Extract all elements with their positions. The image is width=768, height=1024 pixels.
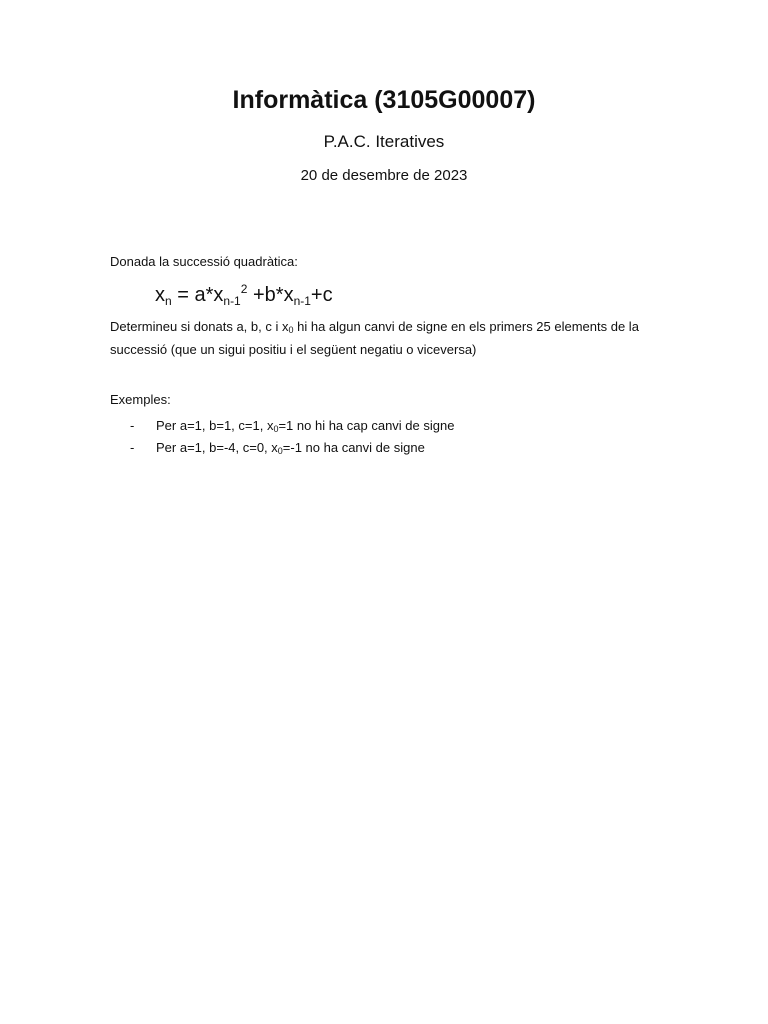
example-sub: 0 bbox=[273, 424, 279, 434]
example-part2: =-1 no ha canvi de signe bbox=[282, 439, 425, 455]
intro-text: Donada la successió quadràtica: bbox=[110, 254, 298, 269]
example-part1: Per a=1, b=-4, c=0, x bbox=[156, 439, 278, 455]
description-sub: 0 bbox=[288, 325, 294, 335]
formula-term2-sub: n-1 bbox=[293, 294, 311, 308]
formula-lhs-sub: n bbox=[165, 294, 172, 308]
example-sub: 0 bbox=[277, 445, 283, 456]
formula-mid: +b*x bbox=[247, 284, 294, 306]
list-dash: - bbox=[130, 418, 135, 433]
document-title: Informàtica (3105G00007) bbox=[232, 86, 536, 114]
examples-label: Exemples: bbox=[110, 392, 171, 407]
list-dash: - bbox=[130, 439, 135, 455]
document-date: 20 de desembre de 2023 bbox=[300, 167, 468, 184]
formula-lhs-var: x bbox=[155, 284, 165, 306]
description-part1: Determineu si donats a, b, c i x bbox=[110, 319, 289, 334]
example-part2: =1 no hi ha cap canvi de signe bbox=[278, 418, 455, 433]
sequence-formula bbox=[155, 282, 333, 308]
example-item bbox=[130, 439, 454, 461]
example-part1: Per a=1, b=1, c=1, x bbox=[156, 418, 274, 433]
document-subtitle: P.A.C. Iteratives bbox=[323, 132, 445, 151]
description-part2: hi ha algun canvi de signe en els primers 25 elements de la successió (que un sigui positiu i el següent negatiu o viceversa) bbox=[110, 319, 639, 357]
formula-end: +c bbox=[310, 284, 333, 306]
formula-term1-sup: 2 bbox=[240, 282, 248, 296]
problem-description bbox=[110, 317, 650, 359]
examples-list bbox=[130, 417, 454, 460]
formula-eq: = a*x bbox=[171, 284, 224, 306]
example-item bbox=[130, 417, 454, 439]
formula-term1-sub: n-1 bbox=[223, 294, 241, 308]
